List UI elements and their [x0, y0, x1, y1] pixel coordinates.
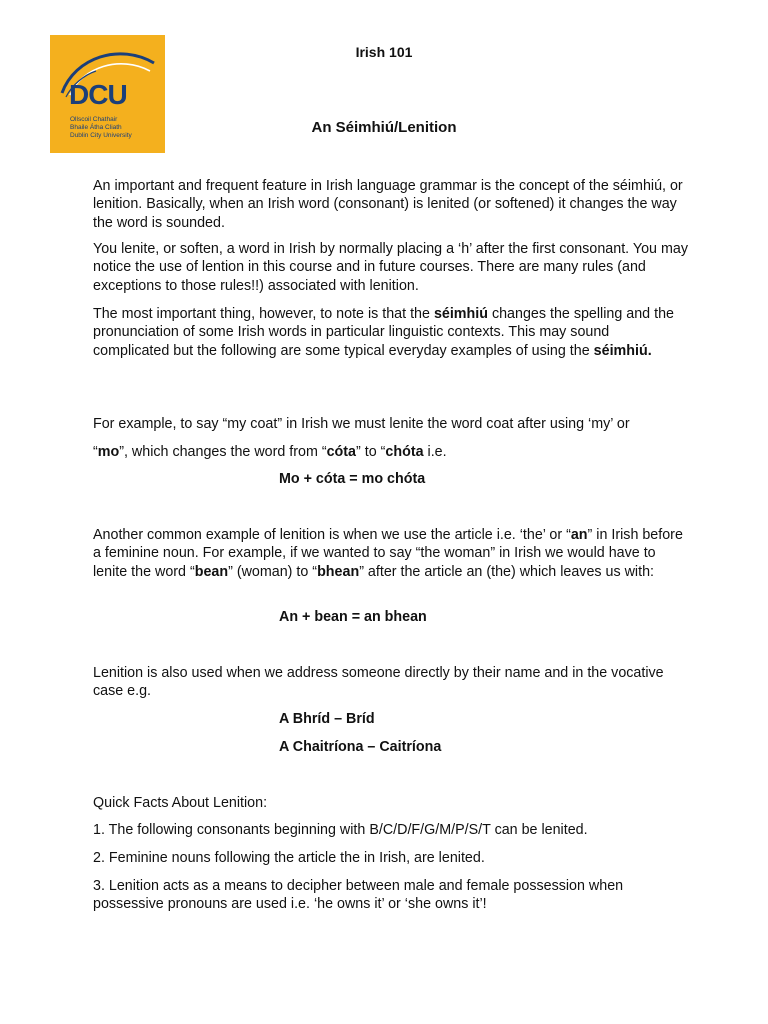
formula-brid: A Bhríd – Bríd — [279, 711, 375, 727]
paragraph-how-to-lenite: You lenite, or soften, a word in Irish by normally placing a ‘h’ after the first consonant. You may notice the use of lention in this course and in future courses. There are many rules (and exceptions to those rules!!) associated with lenition. — [93, 241, 688, 294]
formula-mo-cota: Mo + cóta = mo chóta — [279, 471, 426, 487]
formula-caitriona: A Chaitríona – Caitríona — [279, 739, 442, 755]
para4-bold-mo: mo — [97, 444, 120, 460]
para5-text-3: ” (woman) to “ — [228, 563, 318, 580]
paragraph-example-coat-line2 — [93, 443, 688, 461]
formula-an-bean: An + bean = an bhean — [279, 609, 427, 625]
logo-line-2: Bhaile Átha Cliath — [70, 124, 122, 131]
logo-line-3: Dublin City University — [70, 132, 132, 139]
para4-bold-chota: chóta — [385, 444, 424, 460]
para5-bold-bhean: bhean — [317, 563, 360, 580]
page-title: An Séimhiú/Lenition — [311, 119, 457, 136]
fact-item-1: 1. The following consonants beginning with B/C/D/F/G/M/P/S/T can be lenited. — [93, 822, 588, 838]
fact-item-2: 2. Feminine nouns following the article the in Irish, are lenited. — [93, 850, 485, 866]
paragraph-article-example — [93, 526, 688, 581]
para4-text-3: ” to “ — [356, 444, 386, 460]
paragraph-intro: An important and frequent feature in Irish language grammar is the concept of the séimhiú, or lenition. Basically, when an Irish word (consonant) is lenited (or softened) it changes the way the word is sounded. — [93, 178, 683, 231]
paragraph-vocative: Lenition is also used when we address someone directly by their name and in the vocative case e.g. — [93, 665, 664, 700]
para4-text-1: “ — [93, 444, 98, 460]
logo-line-1: Ollscoil Chathair — [70, 116, 118, 123]
para5-text-2: ” in Irish before a feminine noun. For example, if we wanted to say “the woman” in Irish we would have to lenite the word “ — [93, 527, 683, 580]
para5-bold-an: an — [570, 527, 588, 543]
header-title: Irish 101 — [355, 44, 413, 60]
para5-text-4: ” after the article an (the) which leaves us with: — [359, 563, 654, 580]
para4-text-4: i.e. — [423, 444, 447, 460]
paragraph-important-thing — [93, 305, 688, 360]
para5-text-1: Another common example of lenition is when we use the article i.e. ‘the’ or “ — [93, 527, 571, 543]
para3-text-1: The most important thing, however, to note is that the — [93, 306, 434, 322]
para3-text-2: changes the spelling and the pronunciation of some Irish words in particular linguistic contexts. This may sound complicated but the following are some typical everyday examples of using the — [93, 306, 674, 359]
para4-text-2: ”, which changes the word from “ — [119, 444, 327, 460]
para4-bold-cota: cóta — [326, 444, 357, 460]
para5-bold-bean: bean — [194, 563, 229, 580]
para3-bold-seimhiu-2: séimhiú. — [593, 342, 652, 359]
facts-heading: Quick Facts About Lenition: — [93, 795, 268, 811]
logo-letters: DCU — [69, 79, 127, 110]
fact-item-3: 3. Lenition acts as a means to decipher between male and female possession when possessive pronouns are used i.e. ‘he owns it’ or ‘she owns it’! — [93, 878, 624, 913]
paragraph-example-coat-line1: For example, to say “my coat” in Irish we must lenite the word coat after using ‘my’ or — [93, 416, 630, 432]
para3-bold-seimhiu: séimhiú — [433, 306, 488, 322]
